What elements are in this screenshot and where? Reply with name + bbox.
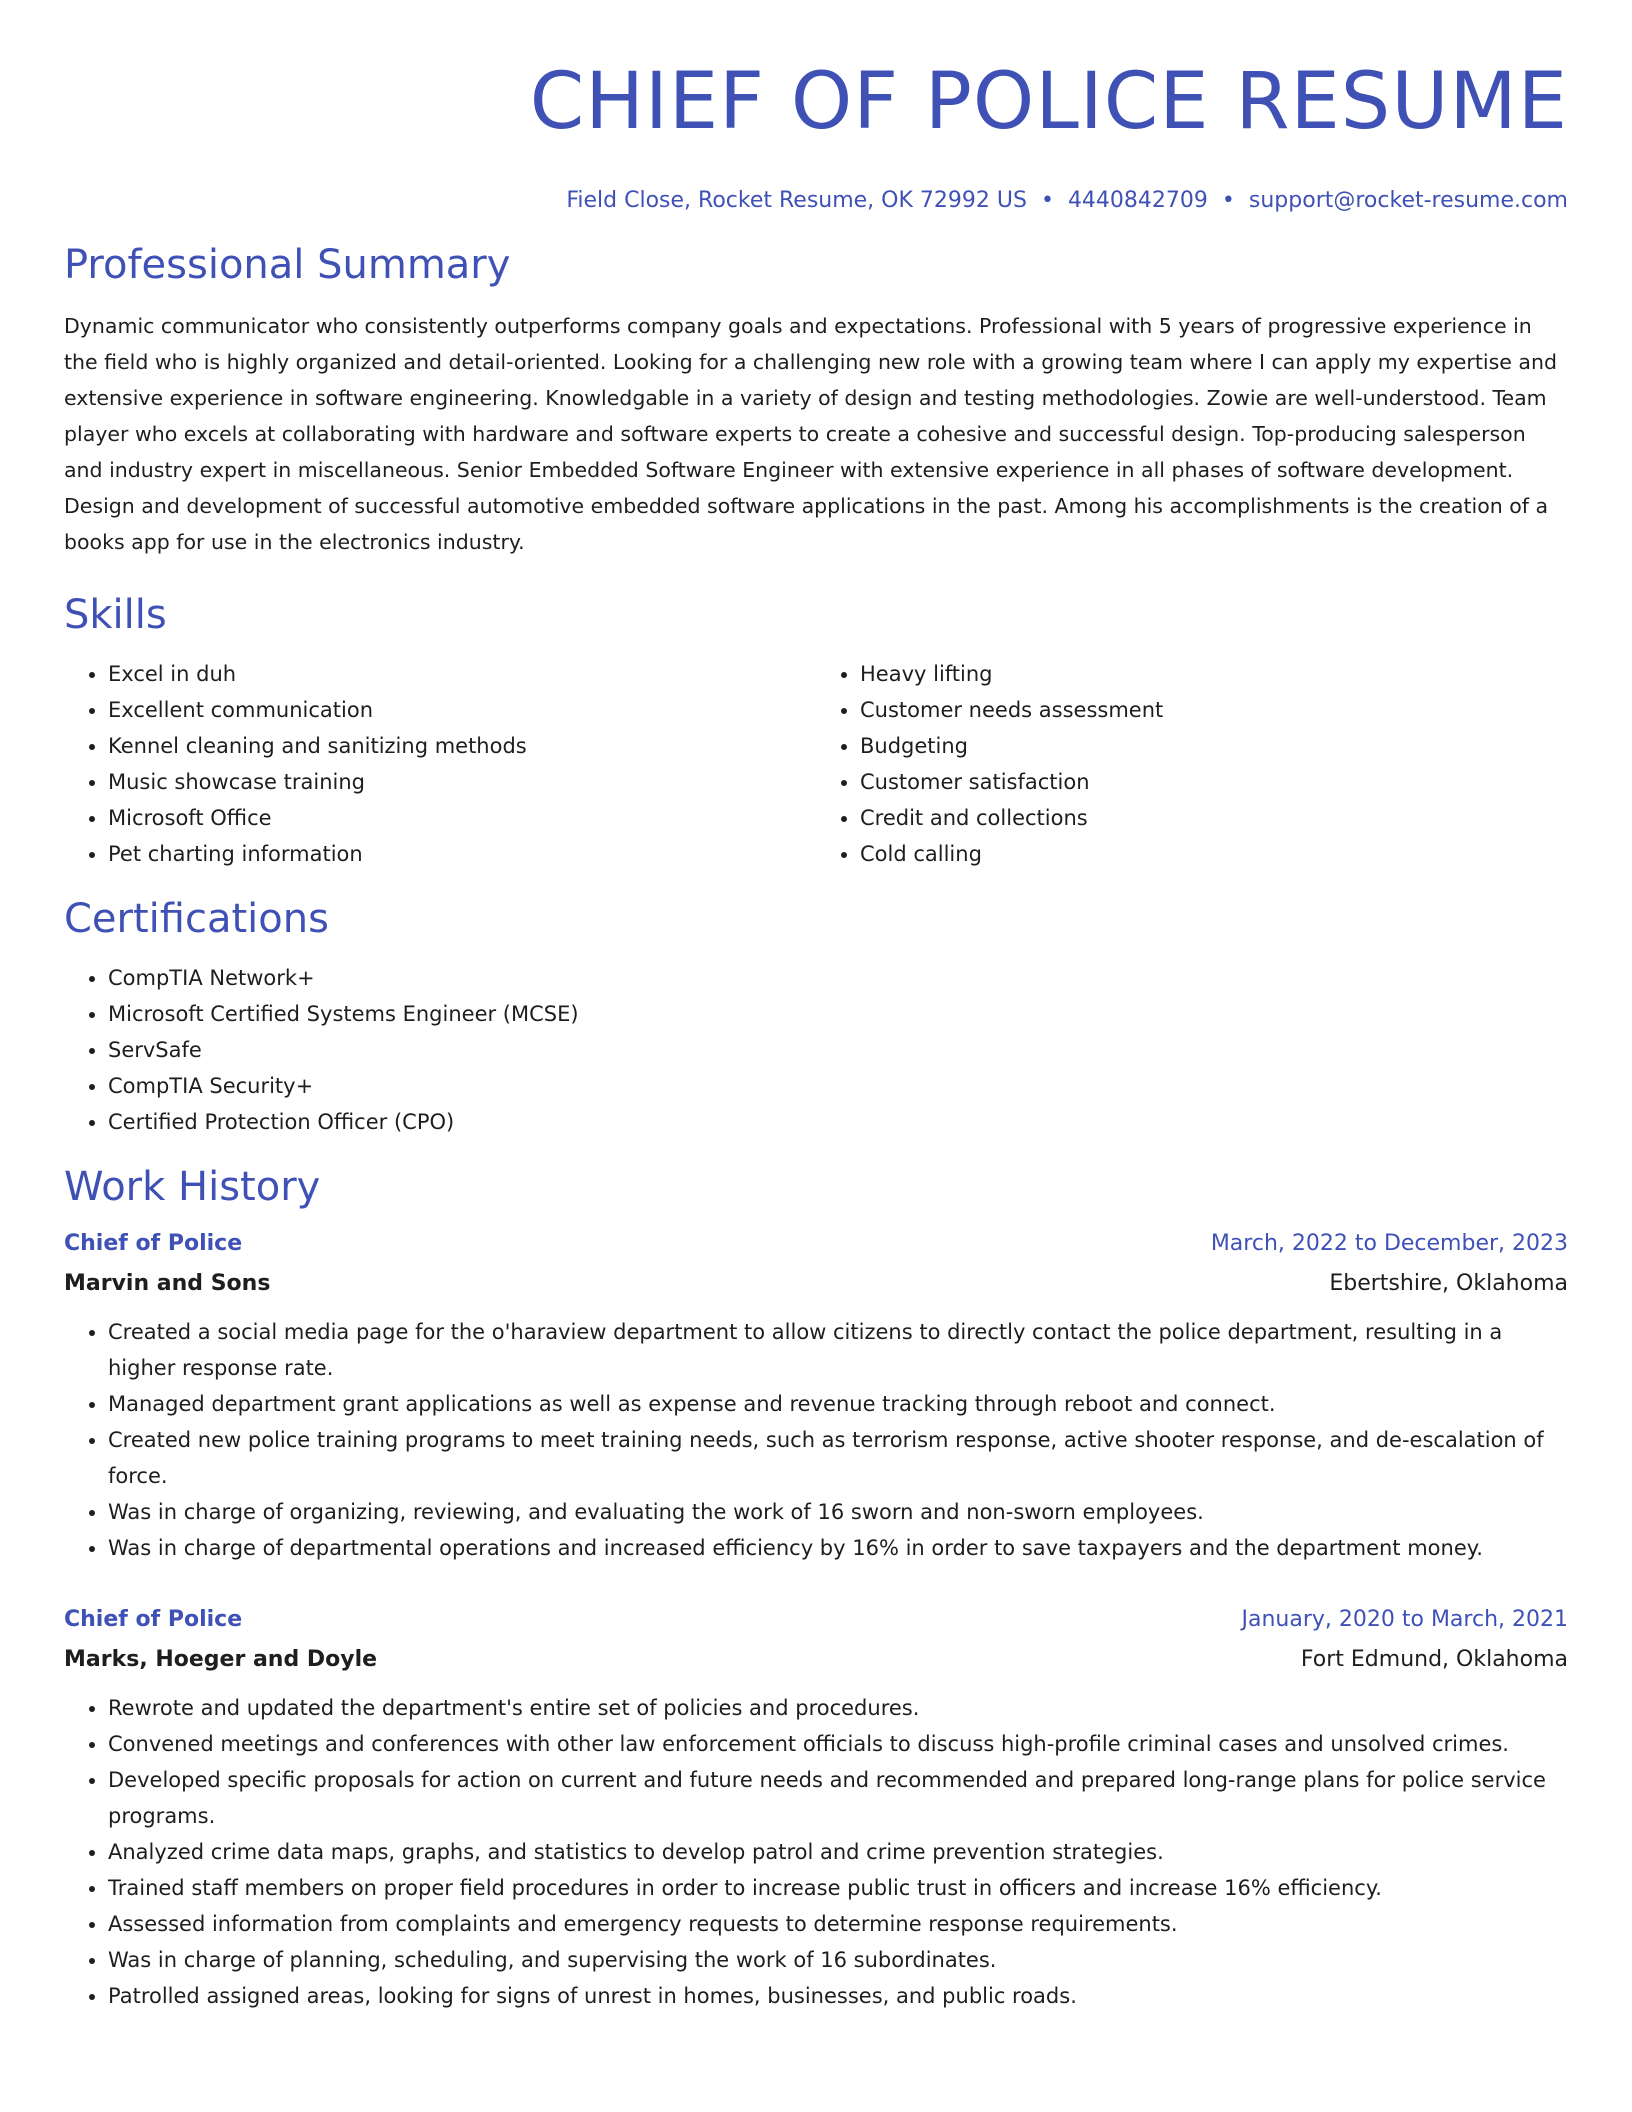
skill-item: • Kennel cleaning and sanitizing methods: [108, 728, 816, 764]
skill-item: • Customer satisfaction: [860, 764, 1568, 800]
job-duties-list: [64, 1314, 1568, 1566]
certification-item: • CompTIA Security+: [108, 1068, 1568, 1104]
job-duty-item: • Patrolled assigned areas, looking for signs of unrest in homes, businesses, and public roads.: [108, 1978, 1568, 2014]
skills-list-left: [64, 656, 816, 872]
job-duty-item: • Assessed information from complaints and emergency requests to determine response requirements.: [108, 1906, 1568, 1942]
contact-line: [64, 186, 1568, 216]
job-duty-item: • Was in charge of planning, scheduling, and supervising the work of 16 subordinates.: [108, 1942, 1568, 1978]
certification-item: • ServSafe: [108, 1032, 1568, 1068]
job-duty-item: • Analyzed crime data maps, graphs, and statistics to develop patrol and crime prevention strategies.: [108, 1834, 1568, 1870]
job-dates: March, 2022 to December, 2023: [1210, 1231, 1568, 1256]
resume-header: [64, 0, 1568, 216]
job-header-row: [64, 1228, 1568, 1260]
contact-email: support@rocket-resume.com: [1248, 188, 1568, 213]
job-company: Marvin and Sons: [64, 1271, 271, 1296]
skill-item: • Credit and collections: [860, 800, 1568, 836]
job-duty-item: • Created a social media page for the o'haraview department to allow citizens to directly contact the police department, resulting in a higher response rate.: [108, 1314, 1568, 1386]
certifications-section: [64, 894, 1568, 1140]
skill-item: • Excel in duh: [108, 656, 816, 692]
job-company-row: [64, 1644, 1568, 1676]
skills-section: [64, 590, 1568, 872]
job-dates: January, 2020 to March, 2021: [1241, 1607, 1568, 1632]
skill-item: • Cold calling: [860, 836, 1568, 872]
certification-item: • Microsoft Certified Systems Engineer (MCSE): [108, 996, 1568, 1032]
certifications-list: [64, 960, 1568, 1140]
skill-item: • Heavy lifting: [860, 656, 1568, 692]
skill-item: • Budgeting: [860, 728, 1568, 764]
job-location: Ebertshire, Oklahoma: [1329, 1271, 1568, 1296]
job-title: Chief of Police: [64, 1607, 243, 1632]
work-history-section: [64, 1162, 1568, 2014]
job-duty-item: • Created new police training programs to meet training needs, such as terrorism response, active shooter response, and de-escalation of force.: [108, 1422, 1568, 1494]
skill-item: • Pet charting information: [108, 836, 816, 872]
job-duty-item: • Developed specific proposals for action on current and future needs and recommended and prepared long-range plans for police service programs.: [108, 1762, 1568, 1834]
skill-item: • Music showcase training: [108, 764, 816, 800]
job-entry: [64, 1604, 1568, 2014]
certification-item: • Certified Protection Officer (CPO): [108, 1104, 1568, 1140]
section-heading-summary: Professional Summary: [64, 242, 511, 288]
skill-item: • Microsoft Office: [108, 800, 816, 836]
contact-phone: 4440842709: [1067, 188, 1208, 213]
skill-item: • Customer needs assessment: [860, 692, 1568, 728]
section-heading-work-history: Work History: [64, 1164, 321, 1210]
skills-list-right: [816, 656, 1568, 872]
section-heading-skills: Skills: [64, 592, 167, 638]
contact-separator: •: [1040, 188, 1054, 213]
job-duty-item: • Convened meetings and conferences with other law enforcement officials to discuss high-profile criminal cases and unsolved crimes.: [108, 1726, 1568, 1762]
summary-text: Dynamic communicator who consistently outperforms company goals and expectations. Professional with 5 years of progressive experience in the field who is highly organized and detail-oriented. Looking for a challenging new role with a growing team where I can apply my expertise and extensive experience in software engineering. Knowledgable in a variety of design and testing methodologies. Zowie are well-understood. Team player who excels at collaborating with hardware and software experts to create a cohesive and successful design. Top-producing salesperson and industry expert in miscellaneous. Senior Embedded Software Engineer with extensive experience in all phases of software development. Design and development of successful automotive embedded software applications in the past. Among his accomplishments is the creation of a books app for use in the electronics industry.: [64, 314, 1557, 554]
job-company-row: [64, 1268, 1568, 1300]
contact-separator: •: [1221, 188, 1235, 213]
skill-item: • Excellent communication: [108, 692, 816, 728]
professional-summary-section: [64, 240, 1568, 560]
job-location: Fort Edmund, Oklahoma: [1300, 1647, 1568, 1672]
job-company: Marks, Hoeger and Doyle: [64, 1647, 378, 1672]
job-header-row: [64, 1604, 1568, 1636]
job-duty-item: • Was in charge of organizing, reviewing, and evaluating the work of 16 sworn and non-sworn employees.: [108, 1494, 1568, 1530]
job-duties-list: [64, 1690, 1568, 2014]
section-heading-certifications: Certifications: [64, 896, 329, 942]
job-duty-item: • Managed department grant applications as well as expense and revenue tracking through reboot and connect.: [108, 1386, 1568, 1422]
job-duty-item: • Rewrote and updated the department's entire set of policies and procedures.: [108, 1690, 1568, 1726]
contact-address: Field Close, Rocket Resume, OK 72992 US: [566, 188, 1027, 213]
job-title: Chief of Police: [64, 1231, 243, 1256]
job-duty-item: • Trained staff members on proper field procedures in order to increase public trust in officers and increase 16% efficiency.: [108, 1870, 1568, 1906]
certification-item: • CompTIA Network+: [108, 960, 1568, 996]
job-entry: [64, 1228, 1568, 1566]
job-duty-item: • Was in charge of departmental operations and increased efficiency by 16% in order to save taxpayers and the department money.: [108, 1530, 1568, 1566]
resume-title: CHIEF OF POLICE RESUME: [529, 57, 1568, 147]
skills-columns: [64, 656, 1568, 872]
